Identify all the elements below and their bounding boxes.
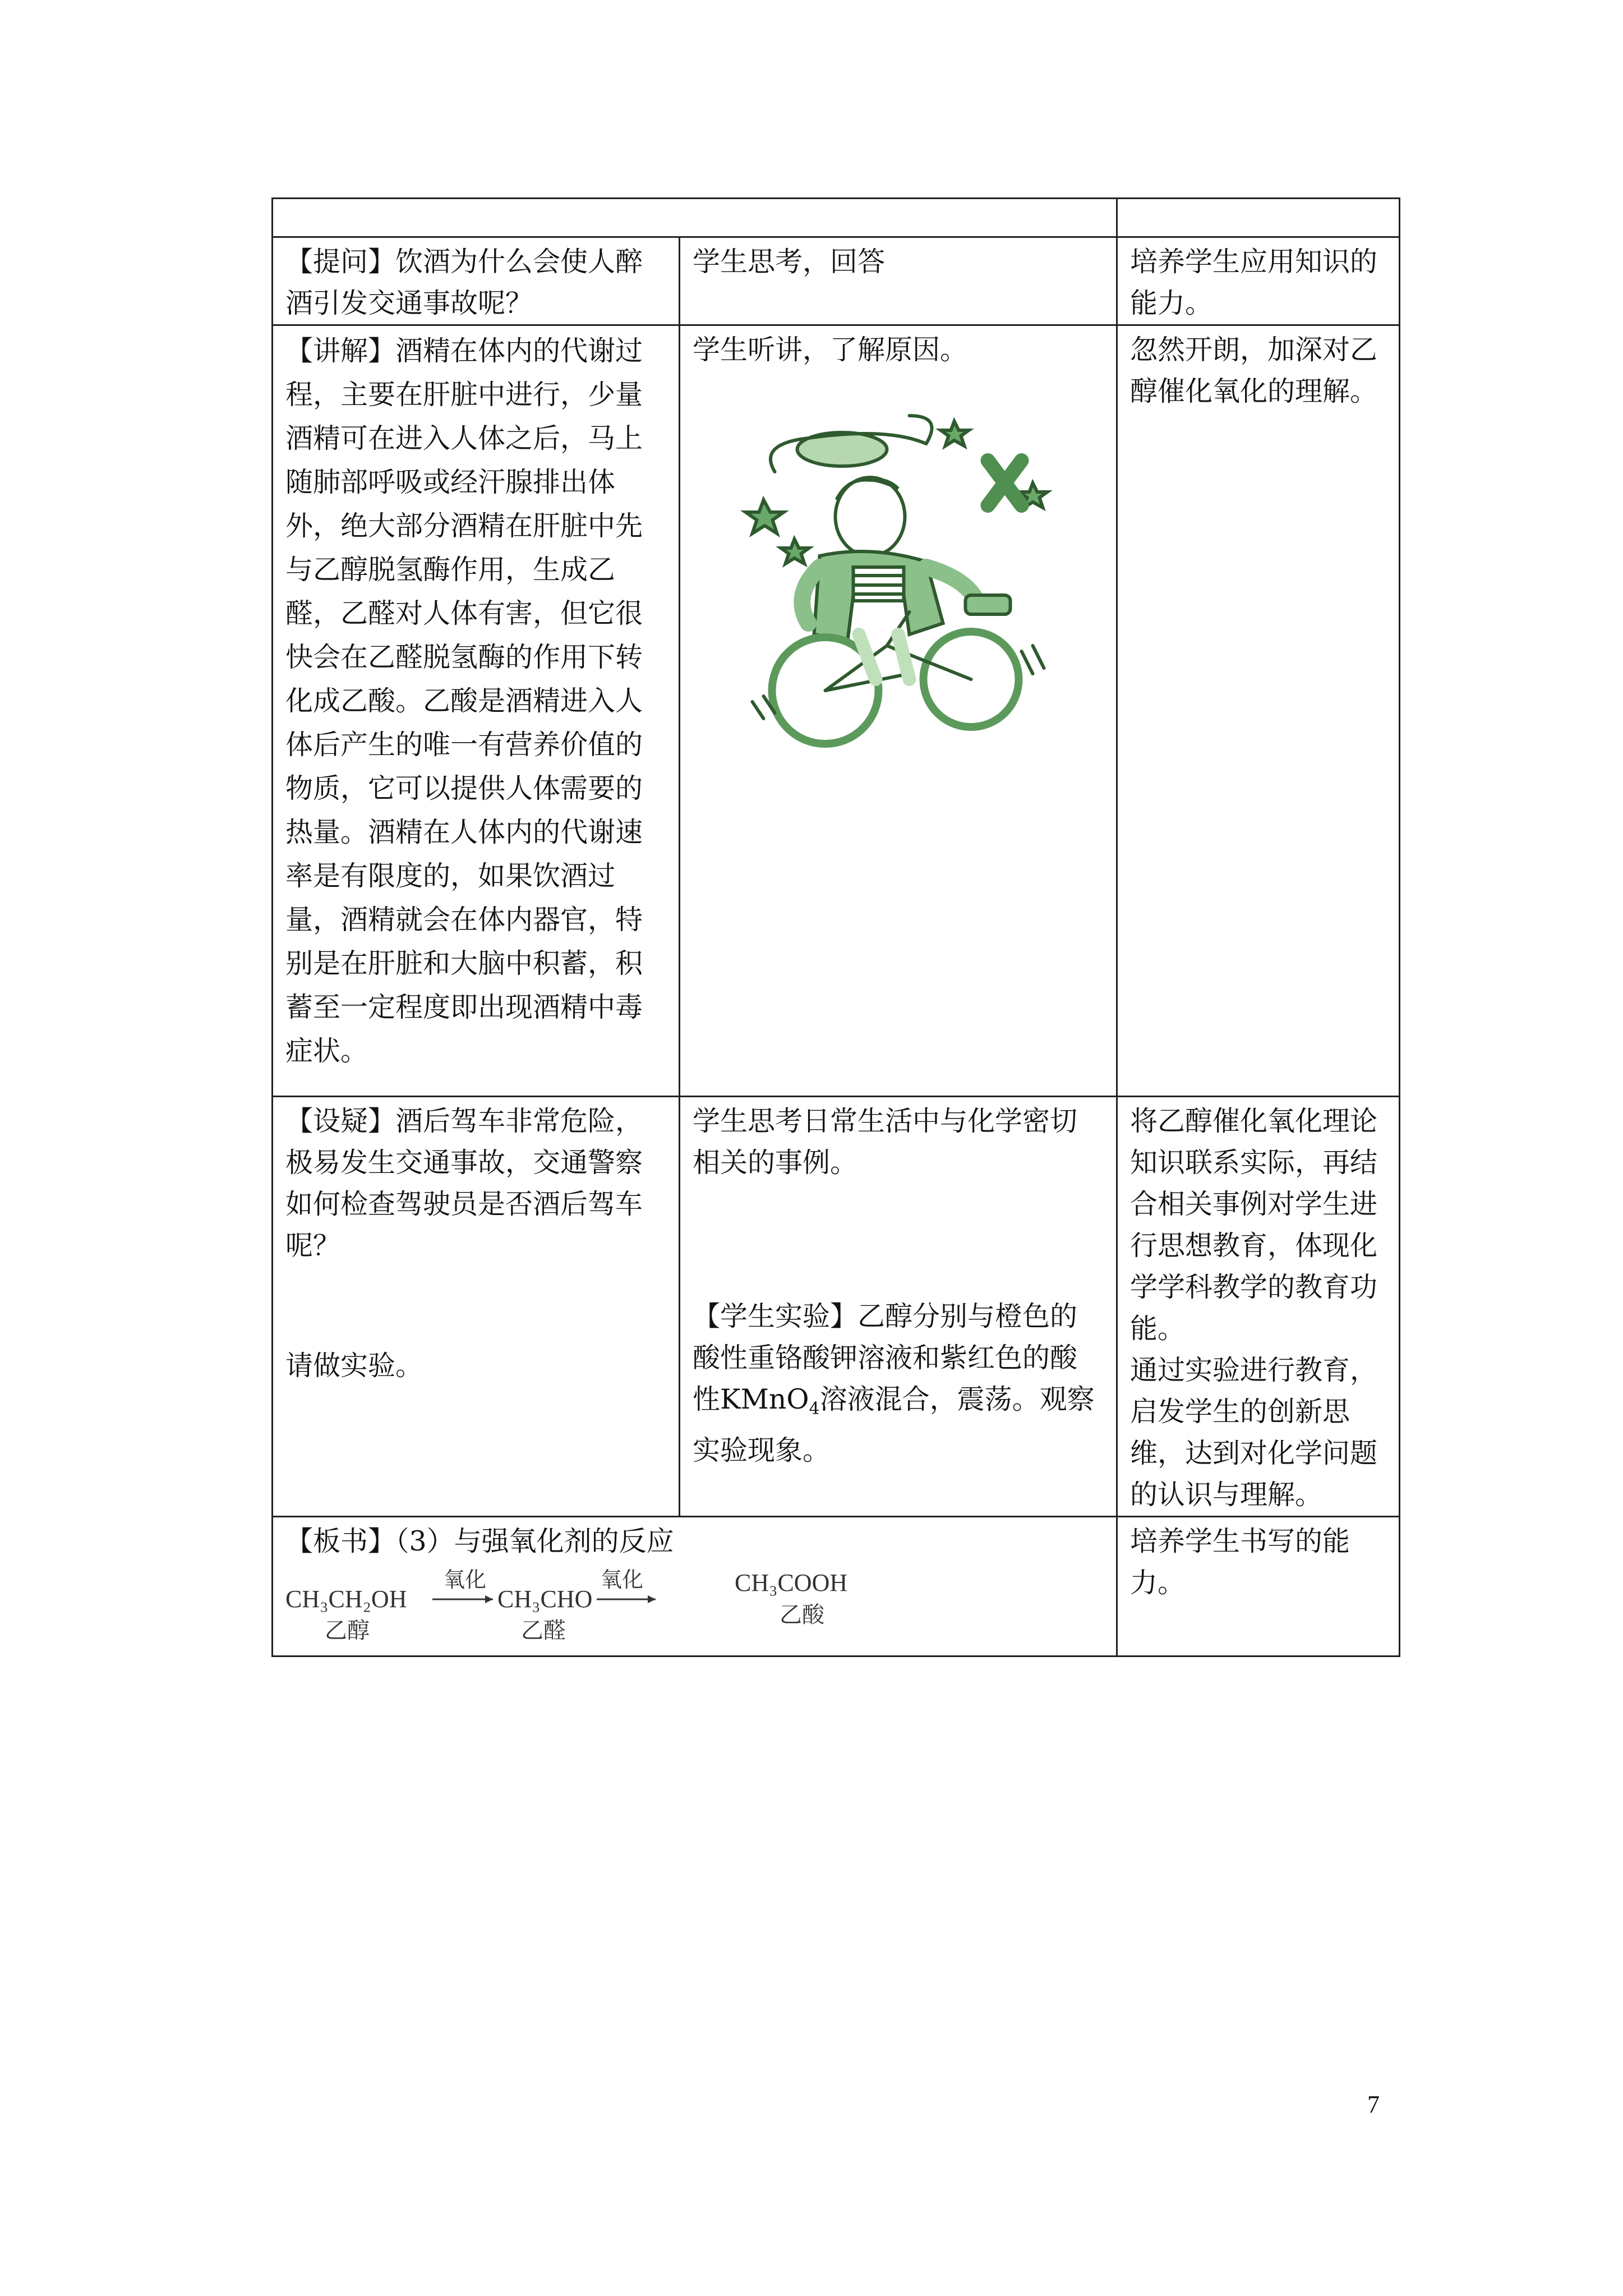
arrowhead-icon bbox=[648, 1595, 656, 1603]
purpose-text: 将乙醇催化氧化理论知识联系实际，再结合相关事例对学生进行思想教育，体现化学学科教学的教育功能。 bbox=[1130, 1105, 1378, 1345]
subscript: 4 bbox=[809, 1399, 820, 1419]
lesson-table bbox=[271, 197, 1400, 1657]
teacher-cell bbox=[273, 325, 680, 1097]
acetaldehyde-formula: CH₃CHO bbox=[497, 1585, 593, 1613]
table-row-experiment bbox=[273, 1097, 1400, 1517]
table-row-explanation bbox=[273, 325, 1400, 1097]
student-cell bbox=[680, 237, 1117, 325]
arrow-label: 氧化 bbox=[600, 1568, 644, 1592]
teacher-text: 【提问】饮酒为什么会使人醉酒引发交通事故呢？ bbox=[285, 246, 643, 319]
purpose-cell bbox=[1117, 237, 1400, 325]
table-row-question bbox=[273, 237, 1400, 325]
board-cell bbox=[273, 1517, 1117, 1657]
empty-cell bbox=[273, 199, 1117, 237]
student-experiment-text-end: 溶液混合，震荡。观察实验现象。 bbox=[693, 1383, 1095, 1466]
teacher-text: 【讲解】酒精在体内的代谢过程，主要在肝脏中进行，少量酒精可在进入人体之后，马上随肺部呼吸或经汗腺排出体外，绝大部分酒精在肝脏中先与乙醇脱氢酶作用，生成乙醛，乙醛对人体有害，但它很快会在乙醛脱氢酶的作用下转化成乙酸。乙酸是酒精进入人体后产生的唯一有营养价值的物质，它可以提供人体需要的热量。酒精在人体内的代谢速率是有限度的，如果饮酒过量，酒精就会在体内器官，特别是在肝脏和大脑中积蓄，积蓄至一定程度即出现酒精中毒症状。 bbox=[285, 335, 643, 1067]
arrow-label: 氧化 bbox=[443, 1568, 487, 1592]
student-text: 学生思考日常生活中与化学密切相关的事例。 bbox=[693, 1105, 1078, 1179]
acetic-acid-formula: CH₃COOH bbox=[735, 1569, 848, 1596]
student-experiment-text bbox=[693, 1296, 1104, 1471]
purpose-text: 通过实验进行教育，启发学生的创新思维，达到对化学问题的认识与理解。 bbox=[1130, 1354, 1378, 1511]
ethanol-formula: CH₃CH₂OH bbox=[285, 1585, 407, 1613]
teacher-text: 请做实验。 bbox=[285, 1350, 423, 1382]
drunk-cyclist-illustration bbox=[693, 410, 1104, 758]
teacher-text: 【设疑】酒后驾车非常危险，极易发生交通事故，交通警察如何检查驾驶员是否酒后驾车呢？ bbox=[285, 1105, 643, 1262]
purpose-text: 培养学生书写的能力。 bbox=[1130, 1525, 1350, 1599]
acetaldehyde-name: 乙醛 bbox=[521, 1618, 566, 1643]
purpose-cell bbox=[1117, 1517, 1400, 1657]
teacher-cell bbox=[273, 1097, 680, 1517]
board-heading: 【板书】（3）与强氧化剂的反应 bbox=[285, 1525, 674, 1557]
oxidation-formula-graphic bbox=[285, 1568, 667, 1652]
student-text: 学生听讲，了解原因。 bbox=[693, 334, 968, 366]
table-row-empty bbox=[273, 199, 1400, 237]
student-cell bbox=[680, 1097, 1117, 1517]
teacher-cell bbox=[273, 237, 680, 325]
student-text: 学生思考，回答 bbox=[693, 246, 886, 278]
oxidation-formula bbox=[285, 1568, 667, 1652]
acetic-acid-block bbox=[735, 1568, 847, 1629]
acetic-acid-name: 乙酸 bbox=[780, 1602, 824, 1627]
arrowhead-icon bbox=[485, 1595, 493, 1603]
student-cell bbox=[680, 325, 1117, 1097]
purpose-cell bbox=[1117, 325, 1400, 1097]
empty-cell bbox=[1117, 199, 1400, 237]
spacer bbox=[285, 1267, 666, 1345]
page-number: 7 bbox=[1367, 2091, 1380, 2118]
student-experiment-text-start: 【学生实验】乙醇分别与橙色的酸性重铬酸钾溶液和紫红色的酸性KMnO bbox=[693, 1300, 1078, 1415]
purpose-cell bbox=[1117, 1097, 1400, 1517]
purpose-text: 忽然开朗，加深对乙醇催化氧化的理解。 bbox=[1130, 334, 1378, 407]
ethanol-name: 乙醇 bbox=[325, 1618, 370, 1643]
purpose-text: 培养学生应用知识的能力。 bbox=[1130, 246, 1378, 319]
spacer bbox=[693, 1184, 1104, 1296]
